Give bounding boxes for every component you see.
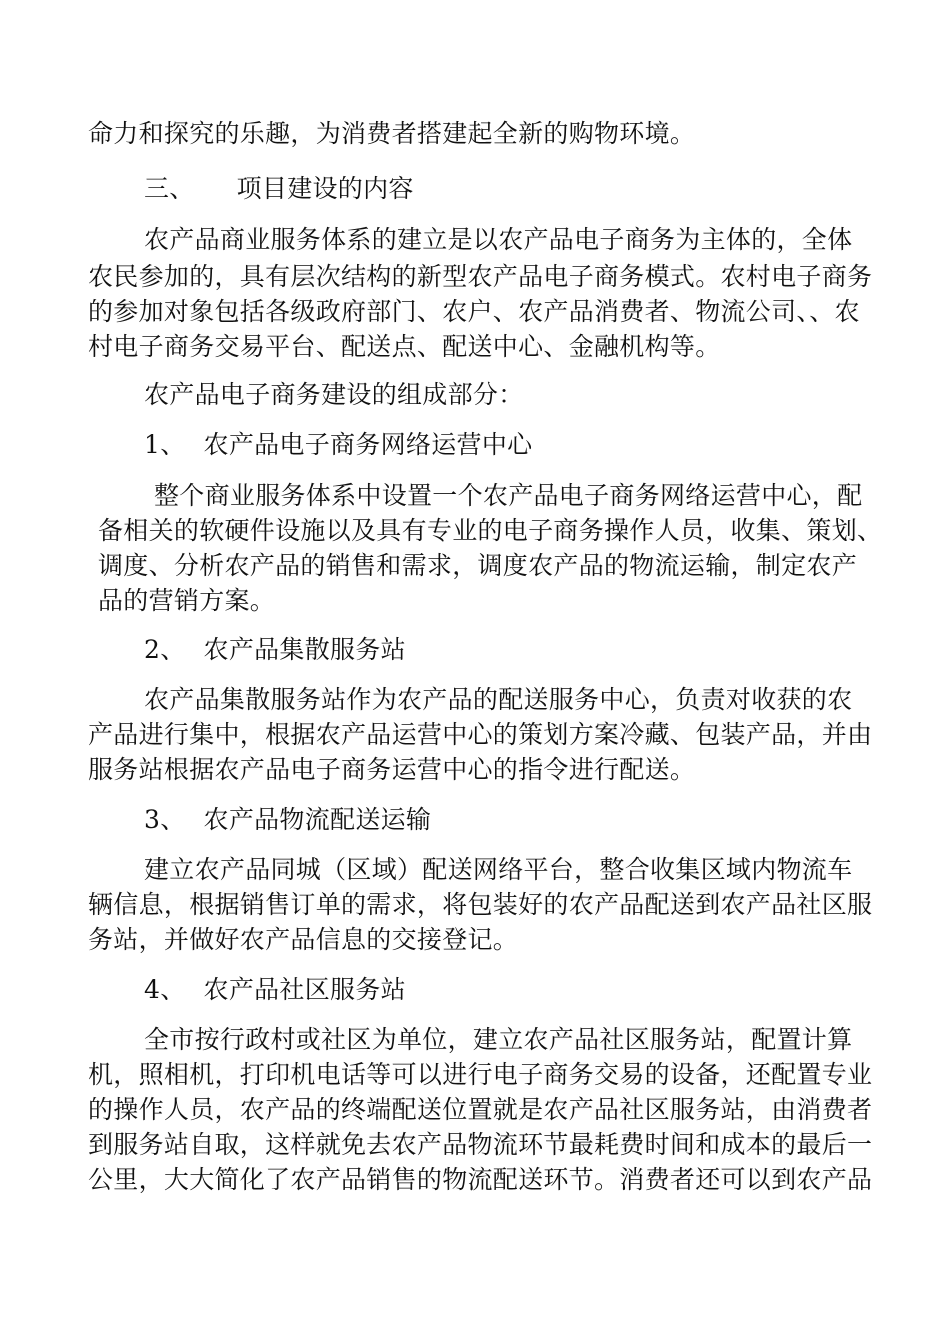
item-1-number: 1、 [144, 430, 186, 459]
item-1-line: 整个商业服务体系中设置一个农产品电子商务网络运营中心，配 [154, 481, 863, 510]
item-1-title: 农产品电子商务网络运营中心 [203, 430, 533, 459]
item-3-line: 辆信息，根据销售订单的需求，将包装好的农产品配送到农产品社区服 [88, 890, 873, 919]
item-4-line: 公里，大大简化了农产品销售的物流配送环节。消费者还可以到农产品 [88, 1165, 873, 1194]
item-3-line: 务站，并做好农产品信息的交接登记。 [88, 925, 519, 954]
item-2-number: 2、 [144, 635, 186, 664]
para1-line: 农产品商业服务体系的建立是以农产品电子商务为主体的，全体 [144, 225, 853, 254]
item-3-title: 农产品物流配送运输 [203, 805, 432, 834]
item-3-heading [144, 803, 431, 837]
item-4-line: 全市按行政村或社区为单位，建立农产品社区服务站，配置计算 [144, 1025, 853, 1054]
item-2-heading [144, 633, 406, 667]
item-2-line: 产品进行集中，根据农产品运营中心的策划方案冷藏、包装产品，并由 [88, 720, 873, 749]
item-2-line: 服务站根据农产品电子商务运营中心的指令进行配送。 [88, 755, 696, 784]
item-2-title: 农产品集散服务站 [203, 635, 406, 664]
para1-line: 的参加对象包括各级政府部门、农户、农产品消费者、物流公司、、农 [88, 297, 860, 326]
item-1-heading [144, 428, 532, 462]
components-intro: 农产品电子商务建设的组成部分： [144, 380, 524, 409]
item-1-line: 品的营销方案。 [98, 586, 276, 615]
para1-line: 农民参加的，具有层次结构的新型农产品电子商务模式。农村电子商务 [88, 262, 873, 291]
para1-line: 村电子商务交易平台、配送点、配送中心、金融机构等。 [88, 332, 721, 361]
item-4-number: 4、 [144, 975, 186, 1004]
item-4-line: 机，照相机，打印机电话等可以进行电子商务交易的设备，还配置专业 [88, 1060, 873, 1089]
item-2-line: 农产品集散服务站作为农产品的配送服务中心，负责对收获的农 [144, 685, 853, 714]
item-3-line: 建立农产品同城（区域）配送网络平台，整合收集区域内物流车 [144, 855, 853, 884]
item-4-title: 农产品社区服务站 [203, 975, 406, 1004]
item-4-heading [144, 973, 406, 1007]
section-3-title: 项目建设的内容 [236, 174, 414, 203]
item-1-line: 备相关的软硬件设施以及具有专业的电子商务操作人员，收集、策划、 [98, 516, 883, 545]
item-4-line: 的操作人员，农产品的终端配送位置就是农产品社区服务站，由消费者 [88, 1095, 873, 1124]
intro-tail-line: 命力和探究的乐趣，为消费者搭建起全新的购物环境。 [88, 119, 696, 148]
item-4-line: 到服务站自取，这样就免去农产品物流环节最耗费时间和成本的最后一 [88, 1130, 873, 1159]
item-1-line: 调度、分析农产品的销售和需求，调度农产品的物流运输，制定农产 [98, 551, 858, 580]
section-3-heading [144, 172, 414, 206]
item-3-number: 3、 [144, 805, 186, 834]
section-3-number: 三、 [144, 174, 195, 203]
